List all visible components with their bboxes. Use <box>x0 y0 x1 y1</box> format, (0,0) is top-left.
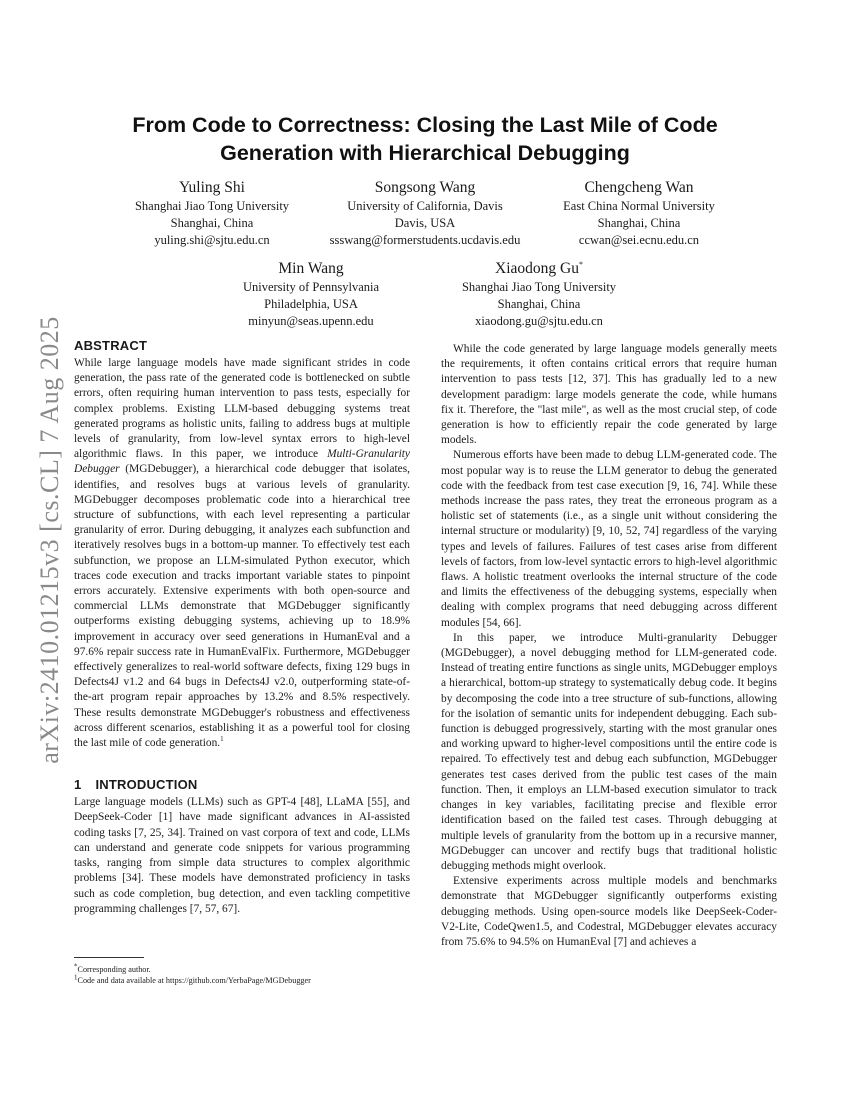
author-location: Davis, USA <box>394 215 456 230</box>
introduction-section <box>74 777 410 917</box>
author-name <box>414 260 664 278</box>
author-block-2 <box>300 179 550 248</box>
author-name: Chengcheng Wan <box>584 179 694 196</box>
author-name: Yuling Shi <box>179 179 245 196</box>
abstract-heading: ABSTRACT <box>74 338 148 353</box>
footnote-text: Corresponding author. <box>77 965 151 974</box>
body-paragraph-3: In this paper, we introduce Multi-granularity Debugger (MGDebugger), a novel debugging method for LLM-generated code. Instead of treating entire functions as single units, MGDebugger employs a hierarchical, bottom-up strategy to systematically debug code. It begins by decomposing the code into a tree structure of sub-functions, allowing for the isolation of semantic units for independent debugging. Each sub-function is debugged progressively, starting with the most granular ones and working upward to higher-level compositions until the entire code is repaired. To effectively test and debug each subfunction, MGDebugger generates test cases derived from the public test cases of the main function. Then, it employs an LLM-based execution simulator to track changes in key variables, facilitating precise and flexible error identification based on the failed test cases. Through debugging at multiple levels of granularity from the bottom up in a recursive manner, MGDebugger can uncover and rectify bugs that traditional holistic debugging methods might overlook. <box>441 631 777 872</box>
footnote-rule <box>74 957 144 958</box>
footnote-mark: * <box>74 962 78 971</box>
author-email: ssswang@formerstudents.ucdavis.edu <box>329 232 521 247</box>
introduction-paragraph: Large language models (LLMs) such as GPT-4 [48], LLaMA [55], and DeepSeek-Coder [1] have made significant advances in AI-assisted coding tasks [7, 25, 34]. Trained on vast corpora of text and code, LLMs can understand and generate code snippets for various programming tasks, ranging from simple data structures to complex algorithmic problems [34]. These models have demonstrated proficiency in tasks such as code completion, bug detection, and even tackling competitive programming challenges [7, 57, 67]. <box>74 796 410 915</box>
author-email: minyun@seas.upenn.edu <box>248 313 374 328</box>
body-paragraph-4: Extensive experiments across multiple models and benchmarks demonstrate that MGDebugger significantly outperforms existing debugging methods. Using open-source models like DeepSeek-Coder-V2-Lite, CodeQwen1.5, and Codestral, MGDebugger elevates accuracy from 75.6% to 94.5% on HumanEval [7] and achieves a <box>441 875 777 948</box>
author-name: Min Wang <box>278 260 344 277</box>
footnote-corresponding <box>74 964 410 975</box>
arxiv-identifier: arXiv:2410.01215v3 [cs.CL] 7 Aug 2025 <box>35 316 64 764</box>
introduction-heading <box>74 777 410 792</box>
paper-title <box>100 111 750 167</box>
abstract-method-name: Multi-Granularity Debugger <box>74 448 410 476</box>
author-affiliation: University of California, Davis <box>347 199 503 213</box>
footnote-text: Code and data available at https://github.com/YerbaPage/MGDebugger <box>77 976 311 985</box>
author-affiliation: Shanghai Jiao Tong University <box>461 280 617 294</box>
section-title: INTRODUCTION <box>95 777 198 793</box>
author-block-4 <box>186 260 436 329</box>
author-name: Songsong Wang <box>374 179 476 196</box>
right-column <box>441 342 777 950</box>
author-affiliation: East China Normal University <box>563 199 715 213</box>
footnote-mark: 1 <box>220 735 224 744</box>
footnote-mark: 1 <box>74 973 78 982</box>
abstract-text <box>74 356 410 751</box>
author-name-text: Xiaodong Gu <box>495 260 579 277</box>
left-column <box>74 338 410 917</box>
author-location: Shanghai, China <box>597 215 681 230</box>
author-email: yuling.shi@sjtu.edu.cn <box>154 232 270 247</box>
corresponding-author-mark: * <box>578 259 583 269</box>
footnote-code <box>74 975 410 986</box>
body-paragraph-2: Numerous efforts have been made to debug LLM-generated code. The most popular way is to reuse the LLM generator to debug the generated code with the feedback from test case execution [9, 16, 74]. While these methods increase the pass rates, they treat the erroneous program as a holistic set of statements (i.e., as a single unit without considering the internal structure or modularity) [9, 10, 52, 74] regardless of the varying types and levels of failures. Failures of test cases arise from different levels of factors, from low-level syntactic errors to high-level algorithmic flaws. A holistic treatment overlooks the internal structure of the code and limits the effectiveness of the debugging systems, especially when dealing with complex programs that need debugging across different modules [54, 66]. <box>441 449 777 629</box>
author-email: ccwan@sei.ecnu.edu.cn <box>578 232 700 247</box>
author-affiliation: Shanghai Jiao Tong University <box>134 199 290 213</box>
abstract-text-part-1: While large language models have made significant strides in code generation, the pass rate of the generated code is bottlenecked on subtle errors, often requiring human intervention to pass tests, especially for complex problems. Existing LLM-based debugging systems treat generated programs as holistic units, failing to address bugs at multiple levels of granularity, from low-level syntax errors to high-level algorithmic flaws. In this paper, we introduce <box>74 357 410 461</box>
abstract-text-part-2: (MGDebugger), a hierarchical code debugger that isolates, identifies, and resolves bugs at various levels of granularity. MGDebugger decomposes problematic code into a hierarchical tree structure of subfunctions, with each level representing a particular granularity of error. During debugging, it analyzes each subfunction and iteratively resolves bugs in a bottom-up manner. To effectively test each subfunction, we propose an LLM-simulated Python executor, which traces code execution and tracks important variable states to pinpoint errors accurately. Extensive experiments with both open-source and commercial LLMs demonstrate that MGDebugger significantly outperforms existing debugging systems, achieving up to 18.9% improvement in accuracy over seed generations in HumanEval and a 97.6% repair success rate in HumanEvalFix. Furthermore, MGDebugger effectively generalizes to real-world software defects, fixing 129 bugs in Defects4J v1.2 and 64 bugs in Defects4J v2.0, outperforming state-of-the-art program repair approaches by 13.2% and 8.5% respectively. These results demonstrate MGDebugger's robustness and effectiveness across different scenarios, establishing it as a powerful tool for closing the last mile of code generation. <box>74 463 410 750</box>
author-block-5 <box>414 260 664 329</box>
body-paragraph-1: While the code generated by large language models generally meets the requirements, it often contains critical errors that require human intervention to pass tests [12, 37]. This has gradually led to a new development paradigm: large models generate the code, while humans fix it. Therefore, the "last mile", as well as the most crucial step, of code generation is how to efficiently repair the code generated by large models. <box>441 343 777 447</box>
author-location: Philadelphia, USA <box>264 296 358 311</box>
title-line-2: Generation with Hierarchical Debugging <box>220 141 630 165</box>
abstract-section <box>74 338 410 751</box>
author-email: xiaodong.gu@sjtu.edu.cn <box>475 313 603 328</box>
author-affiliation: University of Pennsylvania <box>242 280 380 294</box>
author-block-3 <box>514 179 764 248</box>
title-line-1: From Code to Correctness: Closing the Last Mile of Code <box>132 113 718 137</box>
section-number: 1 <box>74 777 82 793</box>
author-location: Shanghai, China <box>497 296 581 311</box>
author-location: Shanghai, China <box>170 215 254 230</box>
footnotes <box>74 957 410 986</box>
